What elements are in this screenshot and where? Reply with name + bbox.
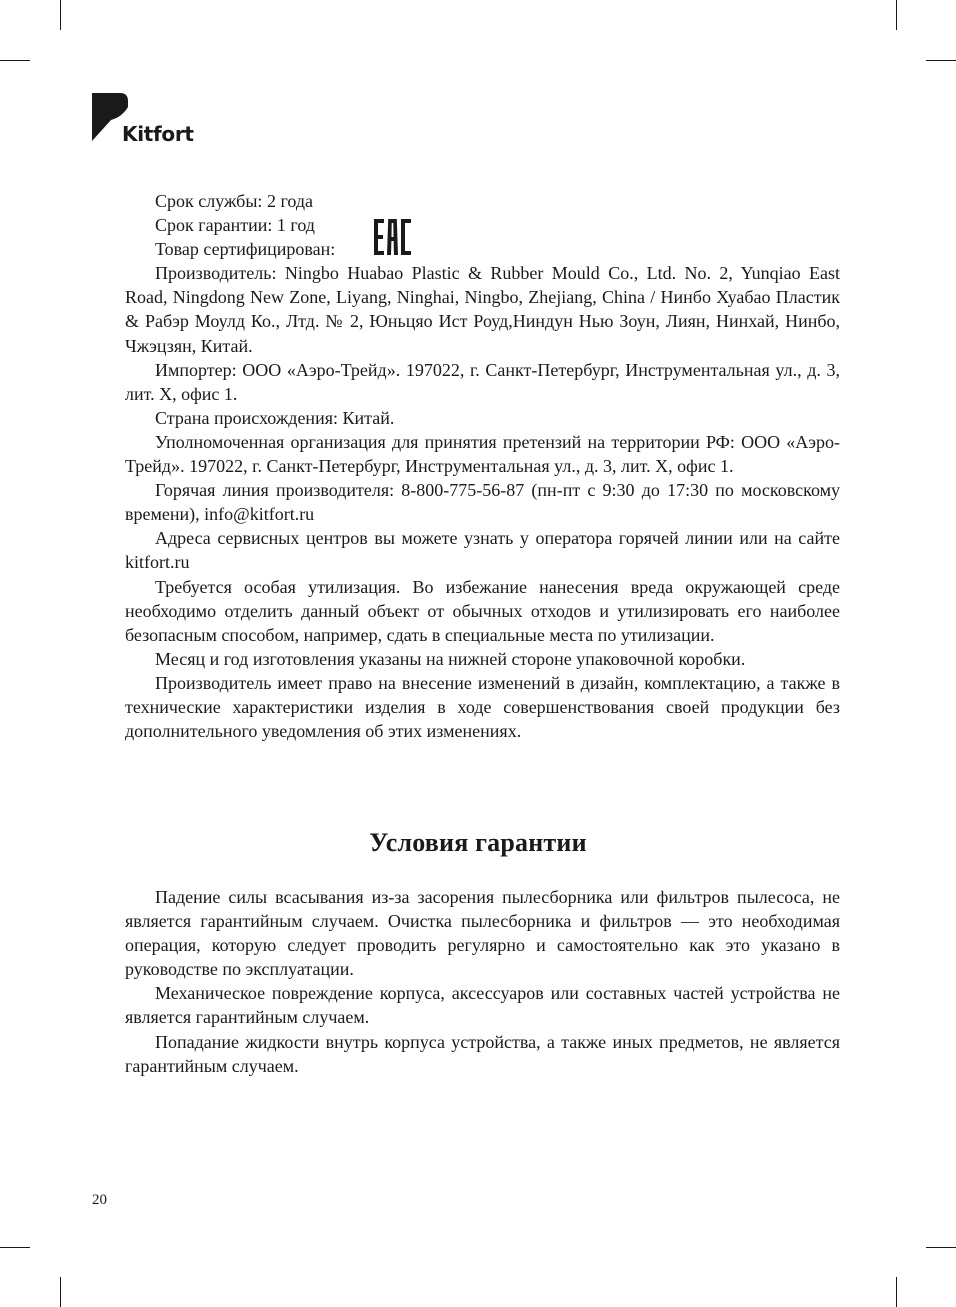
disposal-paragraph: Требуется особая утилизация. Во избежание нанесения вреда окружающей среде необходимо отделить данный объект от обычных отходов и утилизировать его наиболее безопасным способом, например, сдать в специальные места по утилизации.	[125, 576, 840, 645]
brand-logo	[92, 93, 202, 145]
warranty-section-title: Условия гарантии	[369, 828, 587, 857]
crop-mark-top-right-horizontal	[926, 60, 956, 61]
eac-mark-icon	[371, 217, 413, 257]
brand-name: Kitfort	[122, 122, 194, 146]
importer-paragraph: Импортер: ООО «Аэро-Трейд». 197022, г. Санкт-Петербург, Инструментальная ул., д. 3, лит. Х, офис 1.	[125, 359, 840, 404]
warranty-paragraph-liquid: Попадание жидкости внутрь корпуса устройства, а также иных предметов, не является гарантийным случаем.	[125, 1031, 840, 1076]
crop-mark-top-left-vertical	[60, 0, 61, 30]
crop-mark-bottom-left-horizontal	[0, 1247, 30, 1248]
certification-text: Товар сертифицирован:	[155, 239, 336, 260]
warranty-paragraph-suction: Падение силы всасывания из-за засорения пылесборника или фильтров пылесоса, не является гарантийным случаем. Очистка пылесборника и фильтров — это необходимая операция, которую следует проводить регулярно и самостоятельно как это указано в руководстве по эксплуатации.	[125, 887, 840, 980]
hotline-paragraph: Горячая линия производителя: 8-800-775-56-87 (пн-пт с 9:30 до 17:30 по московскому времени), info@kitfort.ru	[125, 480, 840, 525]
crop-mark-bottom-left-vertical	[60, 1277, 61, 1307]
service-centers-paragraph: Адреса сервисных центров вы можете узнать у оператора горячей линии или на сайте kitfort.ru	[125, 528, 840, 573]
manufacture-date-paragraph: Месяц и год изготовления указаны на нижней стороне упаковочной коробки.	[155, 648, 746, 669]
warranty-block	[125, 885, 840, 1078]
page-number: 20	[92, 1192, 107, 1208]
certification-line	[125, 237, 840, 261]
crop-mark-top-right-vertical	[896, 0, 897, 30]
country-of-origin-line: Страна происхождения: Китай.	[155, 407, 395, 428]
warranty-period-line: Срок гарантии: 1 год	[155, 215, 315, 236]
manufacturer-paragraph: Производитель: Ningbo Huabao Plastic & Rubber Mould Co., Ltd. No. 2, Yunqiao East Road, Ningdong New Zone, Liyang, Ninghai, Ningbo, Zhejiang, China / Нинбо Хуабао Пластик & Рабэр Моулд Ко., Лтд. № 2, Юньцяо Ист Роуд,Ниндун Нью Зоун, Лиян, Нинхай, Нинбо, Чжэцзян, Китай.	[125, 263, 840, 356]
crop-mark-bottom-right-vertical	[896, 1277, 897, 1307]
info-block	[125, 189, 840, 743]
warranty-paragraph-mechanical: Механическое повреждение корпуса, аксессуаров или составных частей устройства не является гарантийным случаем.	[125, 983, 840, 1028]
crop-mark-top-left-horizontal	[0, 60, 30, 61]
crop-mark-bottom-right-horizontal	[926, 1247, 956, 1248]
service-life-line: Срок службы: 2 года	[155, 191, 314, 211]
claims-organization-paragraph: Уполномоченная организация для принятия претензий на территории РФ: ООО «Аэро-Трейд». 197022, г. Санкт-Петербург, Инструментальная ул., д. 3, лит. Х, офис 1.	[125, 431, 840, 477]
changes-notice-paragraph: Производитель имеет право на внесение изменений в дизайн, комплектацию, а также в технические характеристики изделия в ходе совершенствования своей продукции без дополнительного уведомления об этих изменениях.	[125, 672, 840, 742]
